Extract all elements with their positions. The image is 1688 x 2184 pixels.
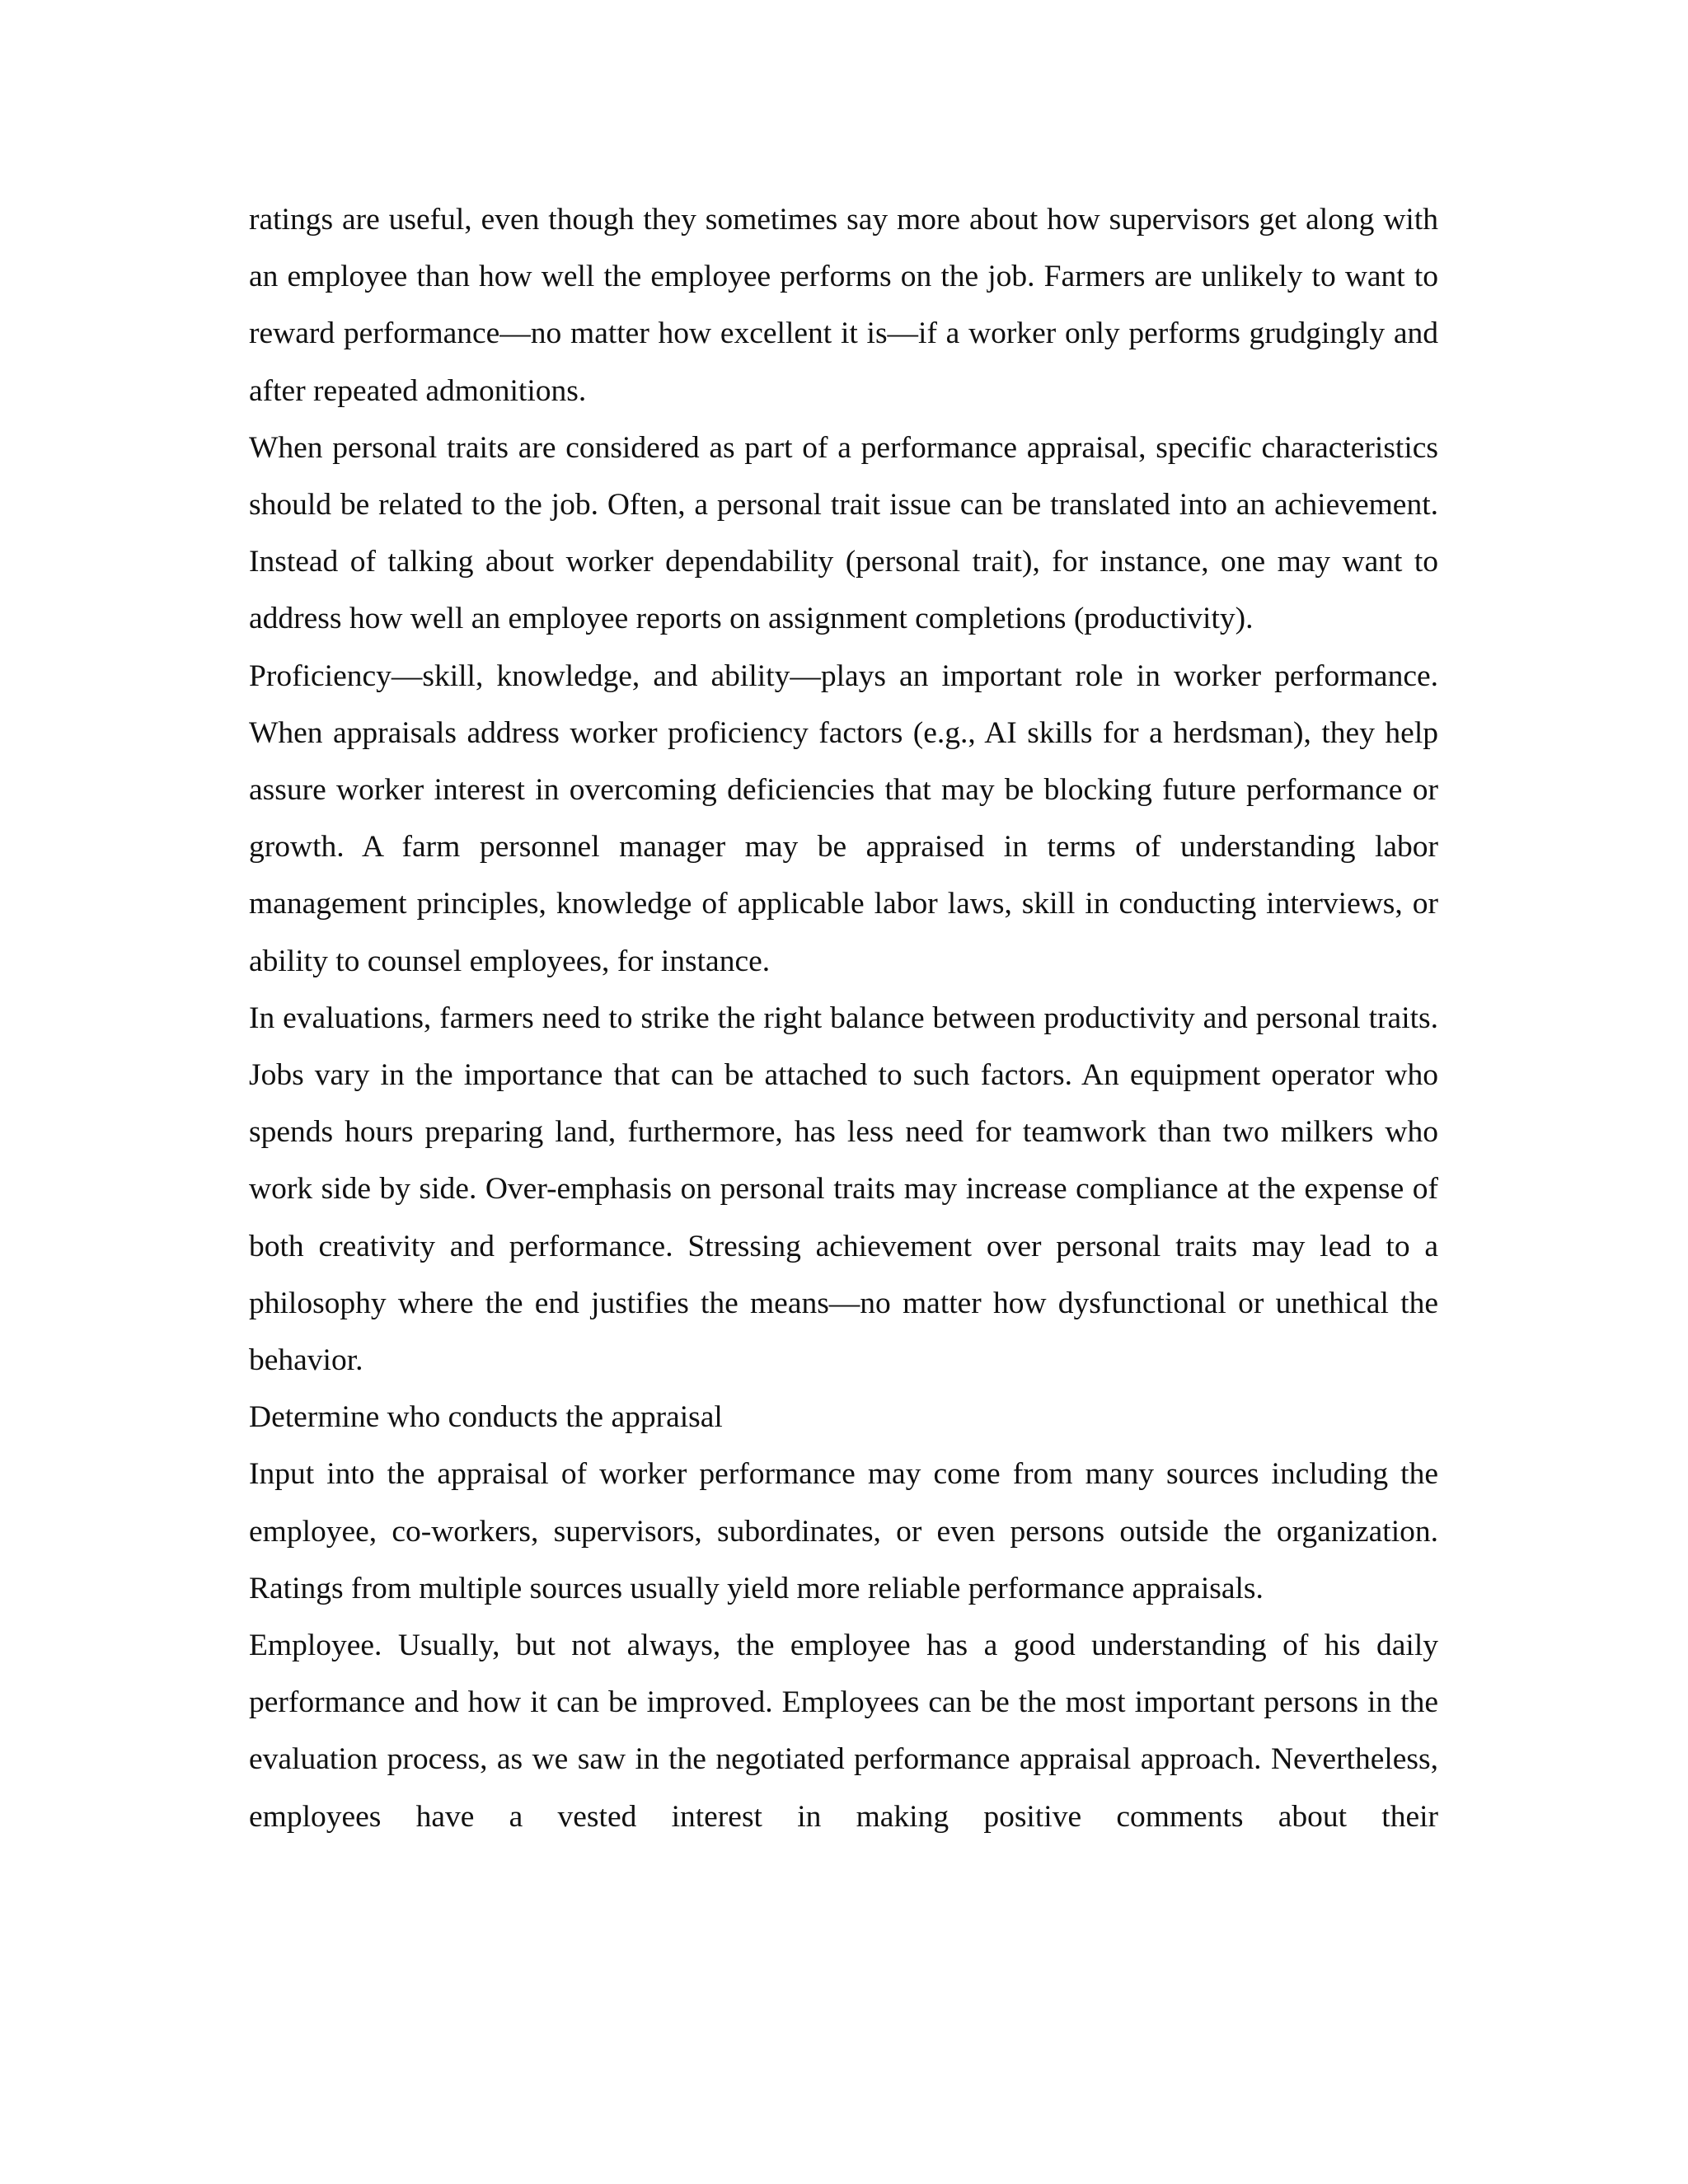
- paragraph-employee: Employee. Usually, but not always, the employee has a good understanding of his daily performance and how it can be improved. Employees can be the most important persons in the evaluation process, as we saw in the negotiated performance appraisal approach. Nevertheless, employees have a vested interest in making positive comments about their: [249, 1629, 1438, 1834]
- page-body: [249, 191, 1438, 1845]
- paragraph-ratings: ratings are useful, even though they sometimes say more about how supervisors get along with an employee than how well the employee performs on the job. Farmers are unlikely to want to reward performance—no matter how excellent it is—if a worker only performs grudgingly and after repeated admonitions.: [249, 203, 1438, 408]
- section-heading: Determine who conducts the appraisal: [249, 1400, 723, 1435]
- paragraph-evaluation-balance: In evaluations, farmers need to strike the right balance between productivity and personal traits. Jobs vary in the importance that can be attached to such factors. An equipment operator who spends hours preparing land, furthermore, has less need for teamwork than two milkers who work side by side. Over-emphasis on personal traits may increase compliance at the expense of both creativity and performance. Stressing achievement over personal traits may lead to a philosophy where the end justifies the means—no matter how dysfunctional or unethical the behavior.: [249, 1001, 1438, 1378]
- paragraph-proficiency: Proficiency—skill, knowledge, and ability—plays an important role in worker performance. When appraisals address worker proficiency factors (e.g., AI skills for a herdsman), they help assure worker interest in overcoming deficiencies that may be blocking future performance or growth. A farm personnel manager may be appraised in terms of understanding labor management principles, knowledge of applicable labor laws, skill in conducting interviews, or ability to counsel employees, for instance.: [249, 658, 1438, 978]
- paragraph-personal-traits: When personal traits are considered as part of a performance appraisal, specific characteristics should be related to the job. Often, a personal trait issue can be translated into an achievement. Instead of talking about worker dependability (personal trait), for instance, one may want to address how well an employee reports on assignment completions (productivity).: [249, 430, 1438, 636]
- paragraph-input-sources: Input into the appraisal of worker performance may come from many sources including the employee, co-workers, supervisors, subordinates, or even persons outside the organization. Ratings from multiple sources usually yield more reliable performance appraisals.: [249, 1457, 1438, 1605]
